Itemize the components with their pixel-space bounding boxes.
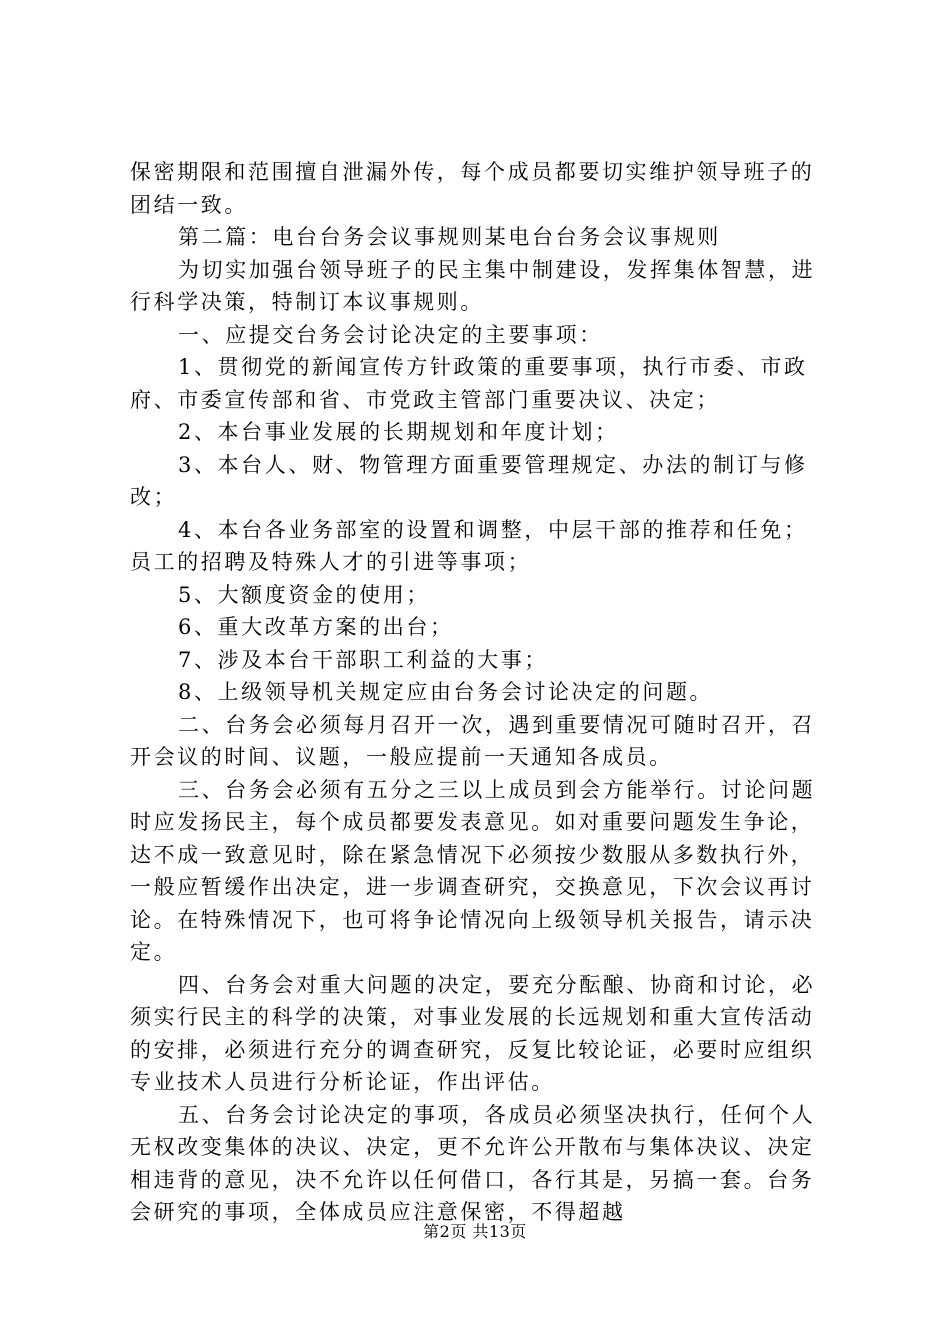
paragraph: 保密期限和范围擅自泄漏外传，每个成员都要切实维护领导班子的团结一致。 [130,160,815,217]
paragraph: 三、台务会必须有五分之三以上成员到会方能举行。讨论问题时应发扬民主，每个成员都要发表意见。如对重要问题发生争论，达不成一致意见时，除在紧急情况下必须按少数服从多数执行外，一般应暂缓作出决定，进一步调查研究，交换意见，下次会议再讨论。在特殊情况下，也可将争论情况向上级领导机关报告，请示决定。 [130,777,816,964]
paragraph: 为切实加强台领导班子的民主集中制建设，发挥集体智慧，进行科学决策，特制订本议事规则。 [130,257,816,314]
list-item: 1、贯彻党的新闻宣传方针政策的重要事项，执行市委、市政府、市委宣传部和省、市党政主管部门重要决议、决定； [130,355,808,412]
paragraph: 二、台务会必须每月召开一次，遇到重要情况可随时召开，召开会议的时间、议题，一般应提前一天通知各成员。 [130,712,816,769]
list-item: 8、上级领导机关规定应由台务会讨论决定的问题。 [178,680,714,704]
list-heading: 一、应提交台务会讨论决定的主要事项： [178,322,603,347]
list-item: 2、本台事业发展的长期规划和年度计划； [178,420,619,444]
list-item: 4、本台各业务部室的设置和调整，中层干部的推荐和任免；员工的招聘及特殊人才的引进等事项； [130,517,808,574]
list-item: 3、本台人、财、物管理方面重要管理规定、办法的制订与修改； [130,452,808,509]
page-number-footer: 第2页 共13页 [423,1222,527,1241]
document-body [130,156,830,1229]
list-item: 6、重大改革方案的出台； [178,615,454,639]
paragraph: 四、台务会对重大问题的决定，要充分酝酿、协商和讨论，必须实行民主的科学的决策，对事业发展的长远规划和重大宣传活动的安排，必须进行充分的调查研究，反复比较论证，必要时应组织专业技术人员进行分析论证，作出评估。 [130,972,816,1094]
paragraph: 五、台务会讨论决定的事项，各成员必须坚决执行，任何个人无权改变集体的决议、决定，更不允许公开散布与集体决议、决定相违背的意见，决不允许以任何借口，各行其是，另搞一套。台务会研究的事项，全体成员应注意保密，不得超越 [130,1102,816,1224]
list-item: 5、大额度资金的使用； [178,582,430,607]
list-item: 7、涉及本台干部职工利益的大事； [178,647,548,672]
section-heading: 第二篇：电台台务会议事规则某电台台务会议事规则 [178,225,721,249]
